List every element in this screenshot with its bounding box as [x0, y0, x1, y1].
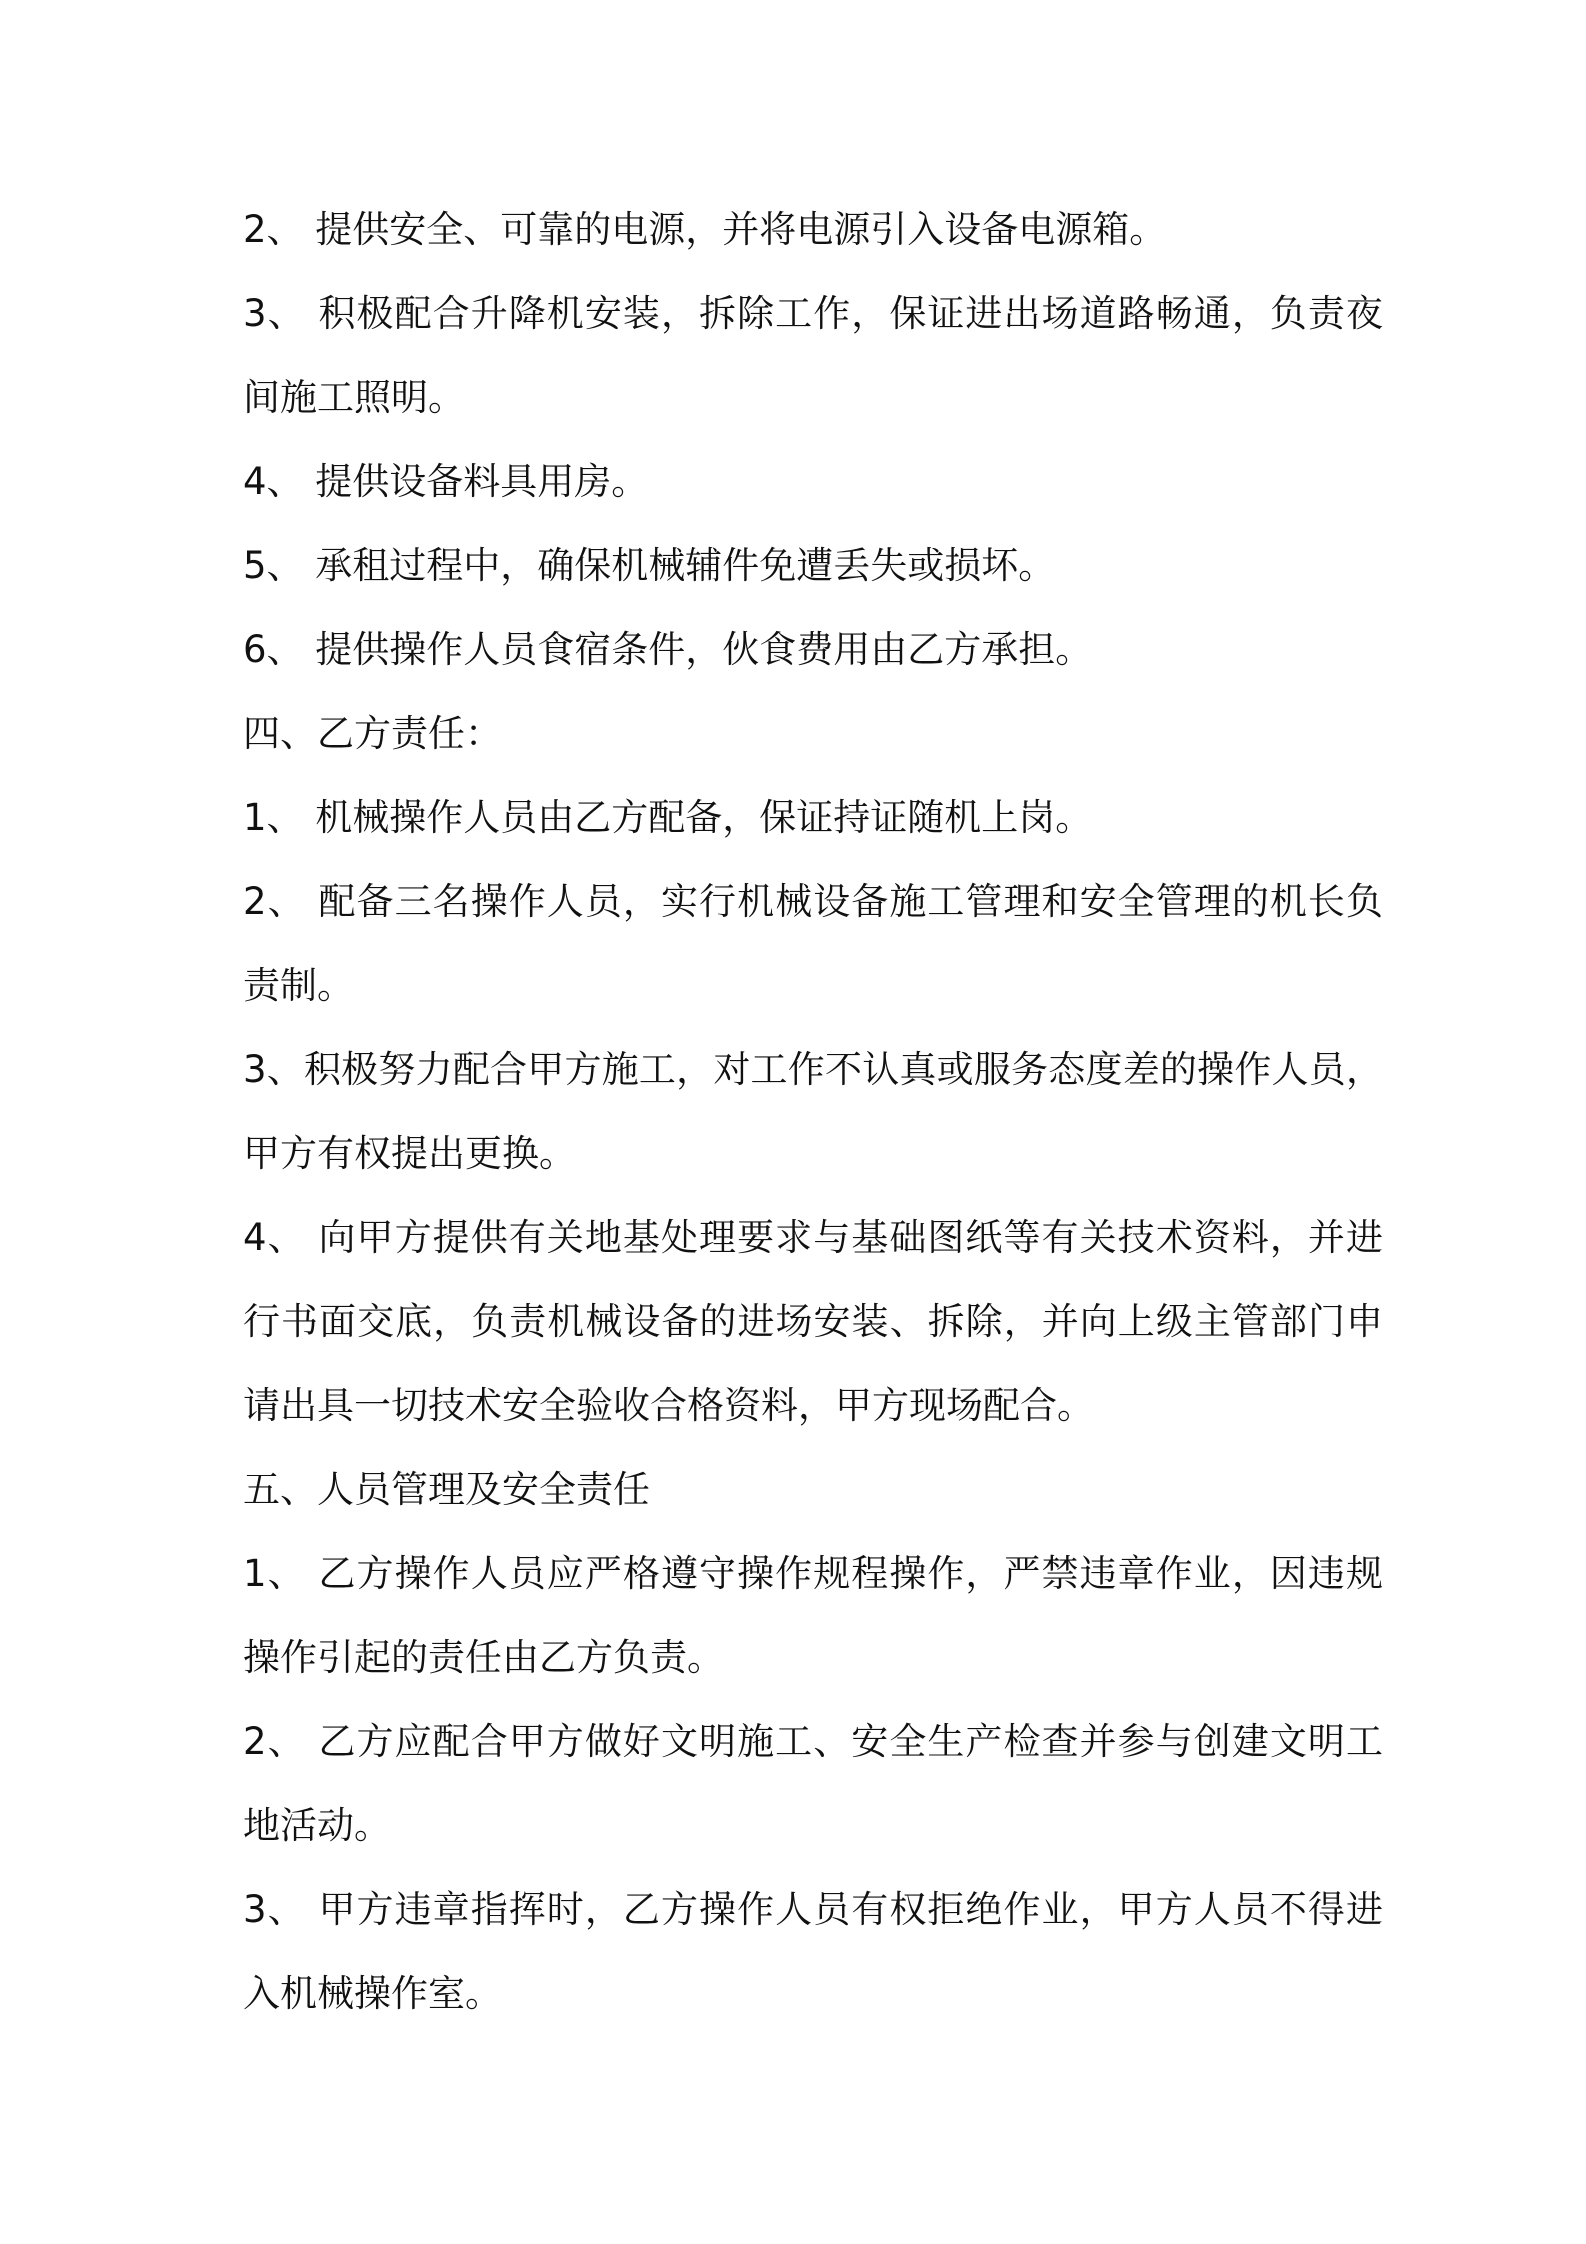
text-line: 2、 乙方应配合甲方做好文明施工、安全生产检查并参与创建文明工	[243, 1720, 1383, 1763]
text-line: 6、 提供操作人员食宿条件，伙食费用由乙方承担。	[243, 628, 1093, 671]
section-heading: 四、乙方责任：	[243, 712, 502, 755]
text-line: 间施工照明。	[243, 376, 465, 419]
text-line: 4、 向甲方提供有关地基处理要求与基础图纸等有关技术资料，并进	[243, 1216, 1383, 1259]
section-heading: 五、人员管理及安全责任	[243, 1468, 650, 1511]
text-line: 地活动。	[243, 1804, 391, 1847]
text-line: 5、 承租过程中，确保机械辅件免遭丢失或损坏。	[243, 544, 1056, 587]
text-line: 请出具一切技术安全验收合格资料，甲方现场配合。	[243, 1384, 1094, 1427]
text-line: 1、 机械操作人员由乙方配备，保证持证随机上岗。	[243, 796, 1093, 839]
text-line: 4、 提供设备料具用房。	[243, 460, 649, 503]
text-line: 责制。	[243, 964, 354, 1007]
text-line: 甲方有权提出更换。	[243, 1132, 576, 1175]
text-line: 3、积极努力配合甲方施工，对工作不认真或服务态度差的操作人员，	[243, 1048, 1383, 1091]
text-line: 行书面交底，负责机械设备的进场安装、拆除，并向上级主管部门申	[243, 1300, 1383, 1343]
text-line: 操作引起的责任由乙方负责。	[243, 1636, 724, 1679]
text-line: 3、 甲方违章指挥时，乙方操作人员有权拒绝作业，甲方人员不得进	[243, 1888, 1383, 1931]
text-line: 2、 提供安全、可靠的电源，并将电源引入设备电源箱。	[243, 208, 1167, 251]
text-line: 3、 积极配合升降机安装，拆除工作，保证进出场道路畅通，负责夜	[243, 292, 1383, 335]
text-line: 1、 乙方操作人员应严格遵守操作规程操作，严禁违章作业，因违规	[243, 1552, 1383, 1595]
text-line: 入机械操作室。	[243, 1972, 502, 2015]
text-line: 2、 配备三名操作人员，实行机械设备施工管理和安全管理的机长负	[243, 880, 1383, 923]
